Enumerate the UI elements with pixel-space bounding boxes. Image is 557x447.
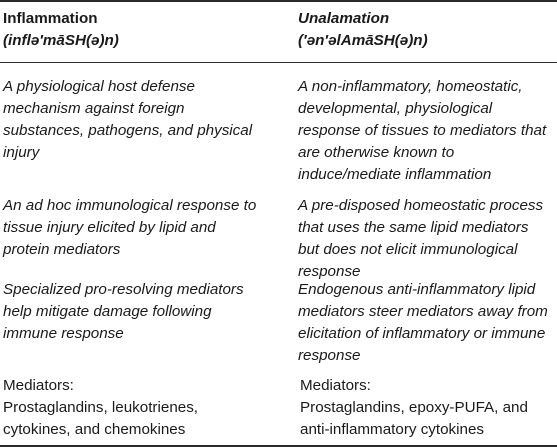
- header-rule: [0, 62, 557, 63]
- table-cell-line: mediators steer mediators away from: [298, 303, 548, 320]
- header-unalamation-pronunciation: (′ən′əlAmāSH(ə)n): [298, 32, 428, 49]
- table-cell-line: cytokines, and chemokines: [3, 421, 186, 438]
- table-cell-line: An ad hoc immunological response to: [3, 197, 257, 214]
- header-inflammation: [3, 8, 119, 52]
- table-cell-line: developmental, physiological: [298, 100, 493, 117]
- table-cell-line: response of tissues to mediators that: [298, 122, 547, 139]
- table-cell-line: response: [298, 263, 361, 280]
- table-cell-line: are otherwise known to: [298, 144, 455, 161]
- table-cell-line: response: [298, 347, 361, 364]
- table-row-1-inflammation: [3, 76, 252, 164]
- table-cell-line: elicitation of inflammatory or immune: [298, 325, 546, 342]
- table-cell-line: substances, pathogens, and physical: [3, 122, 253, 139]
- header-inflammation-term: Inflammation: [3, 10, 98, 27]
- table-cell-line: injury: [3, 144, 40, 161]
- table-row-3-inflammation: [3, 279, 244, 345]
- header-unalamation: [298, 8, 428, 52]
- table-cell-line: A non-inflammatory, homeostatic,: [298, 78, 523, 95]
- table-row-2-inflammation: [3, 195, 256, 261]
- table-cell-line: immune response: [3, 325, 124, 342]
- table-cell-line: mechanism against foreign: [3, 100, 185, 117]
- table-cell-line: tissue injury elicited by lipid and: [3, 219, 216, 236]
- table-cell-line: Prostaglandins, epoxy-PUFA, and: [300, 399, 528, 416]
- header-unalamation-term: Unalamation: [298, 10, 390, 27]
- table-cell-line: anti-inflammatory cytokines: [300, 421, 485, 438]
- table-row-3-unalamation: [298, 279, 548, 367]
- table-top-rule: [0, 0, 557, 2]
- table-cell-line: but does not elicit immunological: [298, 241, 518, 258]
- header-inflammation-pronunciation: (inflə′māSH(ə)n): [3, 32, 119, 49]
- table-row-4-inflammation: [3, 375, 198, 441]
- table-cell-line: A physiological host defense: [3, 78, 195, 95]
- table-cell-line: induce/mediate inflammation: [298, 166, 492, 183]
- table-cell-line: that uses the same lipid mediators: [298, 219, 529, 236]
- table-cell-line: help mitigate damage following: [3, 303, 212, 320]
- table-cell-line: Specialized pro-resolving mediators: [3, 281, 244, 298]
- table-cell-line: Endogenous anti-inflammatory lipid: [298, 281, 536, 298]
- table-cell-line: Prostaglandins, leukotrienes,: [3, 399, 199, 416]
- table-row-4-unalamation: [300, 375, 528, 441]
- table-cell-line: Mediators:: [3, 377, 74, 394]
- table-row-1-unalamation: [298, 76, 546, 186]
- table-cell-line: protein mediators: [3, 241, 121, 258]
- table-cell-line: A pre-disposed homeostatic process: [298, 197, 544, 214]
- table-row-2-unalamation: [298, 195, 543, 283]
- table-cell-line: Mediators:: [300, 377, 371, 394]
